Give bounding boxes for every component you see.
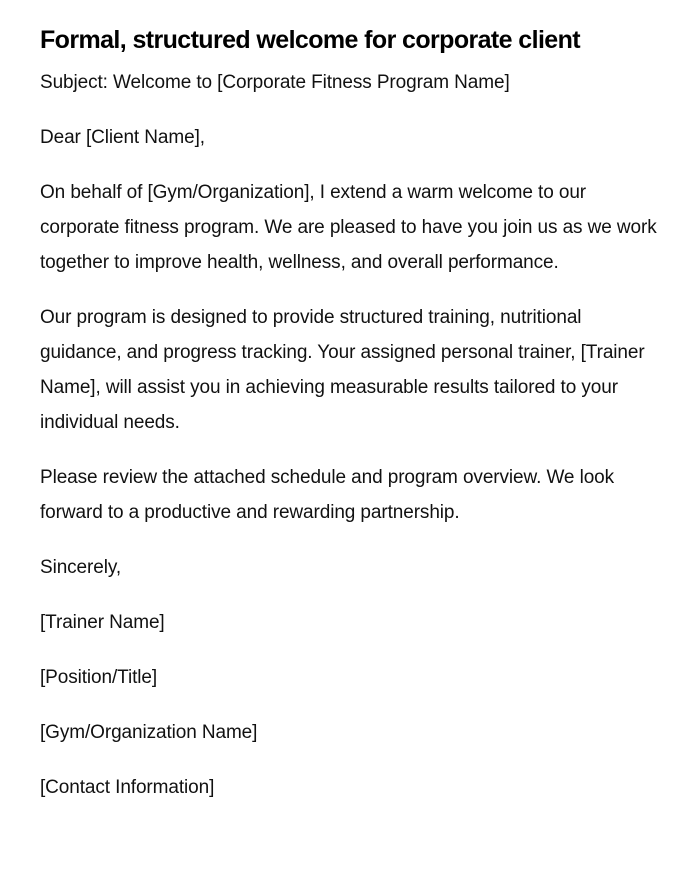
signature-organization: [Gym/Organization Name] [40,722,258,743]
signature-name: [Trainer Name] [40,612,165,633]
signature-contact: [Contact Information] [40,777,215,798]
body-paragraph-closing: Please review the attached schedule and program overview. We look forward to a productive and rewarding partnership. [40,467,615,523]
body-paragraph-intro: On behalf of [Gym/Organization], I extend a warm welcome to our corporate fitness program. We are pleased to have you join us as we work together to improve health, wellness, and overall performance. [40,182,657,273]
subject-line: Subject: Welcome to [Corporate Fitness Program Name] [40,72,510,93]
closing-line: Sincerely, [40,557,122,578]
signature-position: [Position/Title] [40,667,158,688]
salutation: Dear [Client Name], [40,127,205,148]
document-title: Formal, structured welcome for corporate client [40,26,580,54]
body-paragraph-program: Our program is designed to provide structured training, nutritional guidance, and progress tracking. Your assigned personal trainer, [Trainer Name], will assist you in achieving measurable results tailored to your individual needs. [40,307,645,433]
